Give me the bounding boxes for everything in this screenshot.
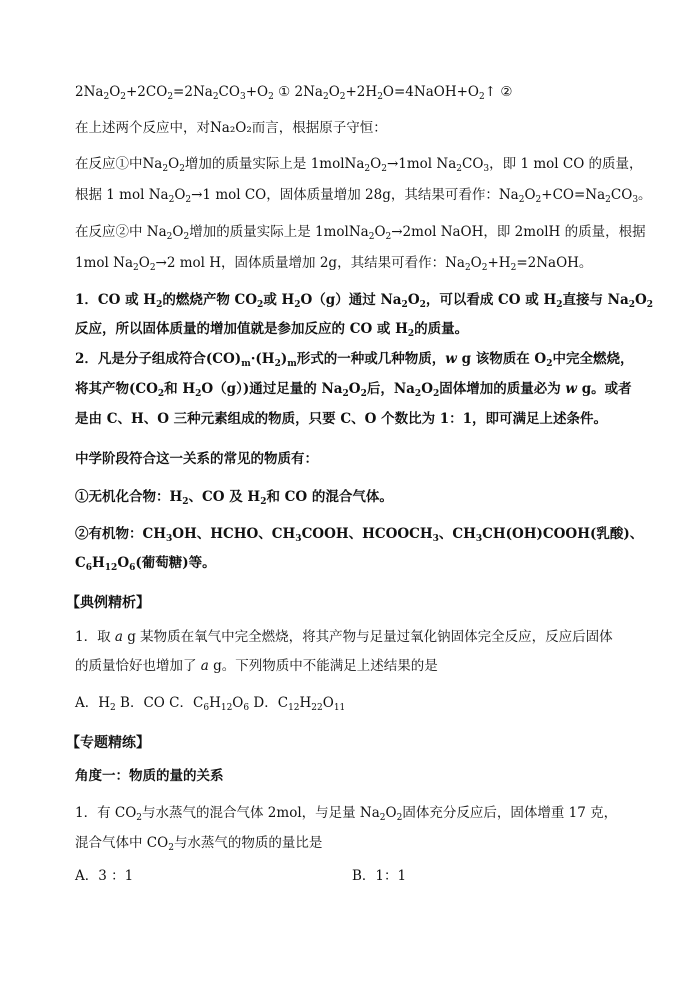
paragraph: $C_6H_{12}O_6$(葡萄糖)等。 xyxy=(75,555,216,573)
sub-heading: 角度一：物质的量的关系 xyxy=(75,768,224,784)
paragraph: 1mol $Na_2O_2\to 2$ mol H，固体质量增加 2g，其结果可看作：$Na_2O_2+H_2=2NaOH$。 xyxy=(75,255,593,273)
paragraph: 在上述两个反应中，对Na₂O₂而言，根据原子守恒： xyxy=(75,120,387,136)
paragraph: 中学阶段符合这一关系的常见的物质有： xyxy=(75,451,318,467)
section-heading: 【典例精析】 xyxy=(66,595,150,611)
paragraph: 将其产物($CO_2$和 $H_2O(g)$)通过足量的 $Na_2O_2$后，$Na_2O_2$固体增加的质量必为 w g。或者 xyxy=(75,381,632,399)
answer-option-b: B．1：1 xyxy=(352,868,407,884)
paragraph: ②有机物：$CH_3OH$、HCHO、$CH_3COOH$、$HCOOCH_3$、$CH_3CH(OH)COOH$(乳酸)、 xyxy=(75,526,644,544)
paragraph: 是由 C、H、O 三种元素组成的物质，只要 C、O 个数比为 1：1，即可满足上述条件。 xyxy=(75,411,608,427)
paragraph: 在反应①中$Na_2O_2$增加的质量实际上是 $1molNa_2O_2\to 1mol$ $Na_2CO_3$，即 1 mol CO 的质量， xyxy=(75,156,643,174)
question-text: 1．取 a g 某物质在氧气中完全燃烧，将其产物与足量过氧化钠固体完全反应，反应后固体 xyxy=(75,629,613,645)
paragraph: 在反应②中 $Na_2O_2$增加的质量实际上是 $1molNa_2O_2\to 2mol$ NaOH，即 2molH 的质量，根据 xyxy=(75,224,646,242)
answer-option-a: A．3 ：1 xyxy=(75,868,134,884)
paragraph: 2．凡是分子组成符合$(CO)_m\cdot(H_2)_m$形式的一种或几种物质，w g 该物质在 $O_2$中完全燃烧， xyxy=(75,351,634,369)
paragraph: ①无机化合物：$H_2$、CO 及 $H_2$和 CO 的混合气体。 xyxy=(75,489,393,507)
question-text: 的质量恰好也增加了 a g。下列物质中不能满足上述结果的是 xyxy=(75,658,438,674)
answer-options: A．$H_2$ B．CO C．$C_6H_{12}O_6$ D．$C_{12}H_{22}O_{11}$ xyxy=(75,695,346,713)
paragraph: 根据 1 mol $Na_2O_2\to 1$ mol CO，固体质量增加 28g，其结果可看作：$Na_2O_2+CO=Na_2CO_3$。 xyxy=(75,187,652,205)
section-heading: 【专题精练】 xyxy=(66,735,150,751)
paragraph: 反应，所以固体质量的增加值就是参加反应的 CO 或 $H_2$的质量。 xyxy=(75,321,469,339)
question-text: 1．有 $CO_2$与水蒸气的混合气体 2mol，与足量 $Na_2O_2$固体充分反应后，固体增重 17 克， xyxy=(75,805,618,823)
paragraph: 1．CO 或 $H_2$的燃烧产物 $CO_2$或 $H_2O(g)$通过 $Na_2O_2$，可以看成 CO 或 $H_2$直接与 $Na_2O_2$ xyxy=(75,292,654,310)
equation-line: $2Na_2O_2+2CO_2=2Na_2CO_3+O_2$ ① $2Na_2O_2+2H_2O=4NaOH+O_2↑$ ② xyxy=(75,84,513,102)
question-text: 混合气体中 $CO_2$与水蒸气的物质的量比是 xyxy=(75,835,323,853)
